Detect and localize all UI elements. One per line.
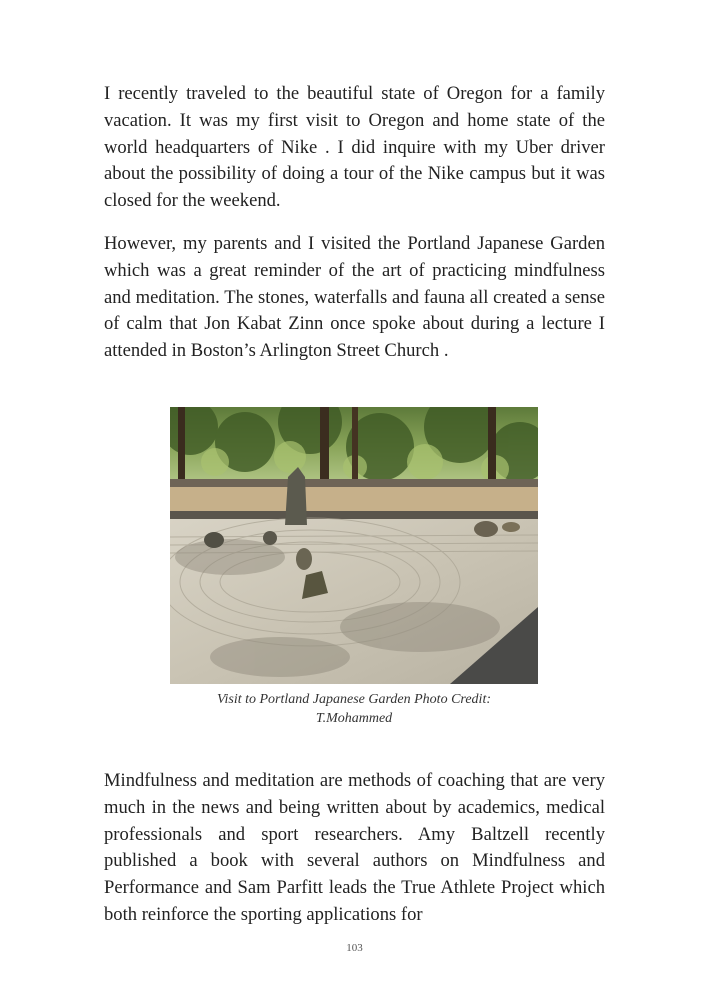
caption-line-2: T.Mohammed (315, 711, 393, 726)
page-number: 103 (346, 942, 363, 954)
body-paragraph-mindfulness: Mindfulness and meditation are methods of coaching that are very much in the news and being written about by academics, medical professionals and sport researchers. Amy Baltzell recently published a book with several authors on Mindfulness and Performance and Sam Parfitt leads the True Athlete Project which both reinforce the sporting applications for (104, 770, 605, 925)
body-paragraph-japanese-garden: However, my parents and I visited the Portland Japanese Garden which was a great reminder of the art of practicing mindfulness and meditation. The stones, waterfalls and fauna all created a sense of calm that Jon Kabat Zinn once spoke about during a lecture I attended in Boston’s Arlington Street Church . (104, 233, 605, 362)
body-paragraph-oregon-trip: I recently traveled to the beautiful state of Oregon for a family vacation. It was my first visit to Oregon and home state of the world headquarters of Nike . I did inquire with my Uber driver about the possibility of doing a tour of the Nike campus but it was closed for the weekend. (104, 83, 605, 212)
zen-garden-photo (170, 407, 538, 684)
figure-caption (150, 690, 558, 728)
caption-line-1: Visit to Portland Japanese Garden Photo Credit: (216, 692, 491, 707)
